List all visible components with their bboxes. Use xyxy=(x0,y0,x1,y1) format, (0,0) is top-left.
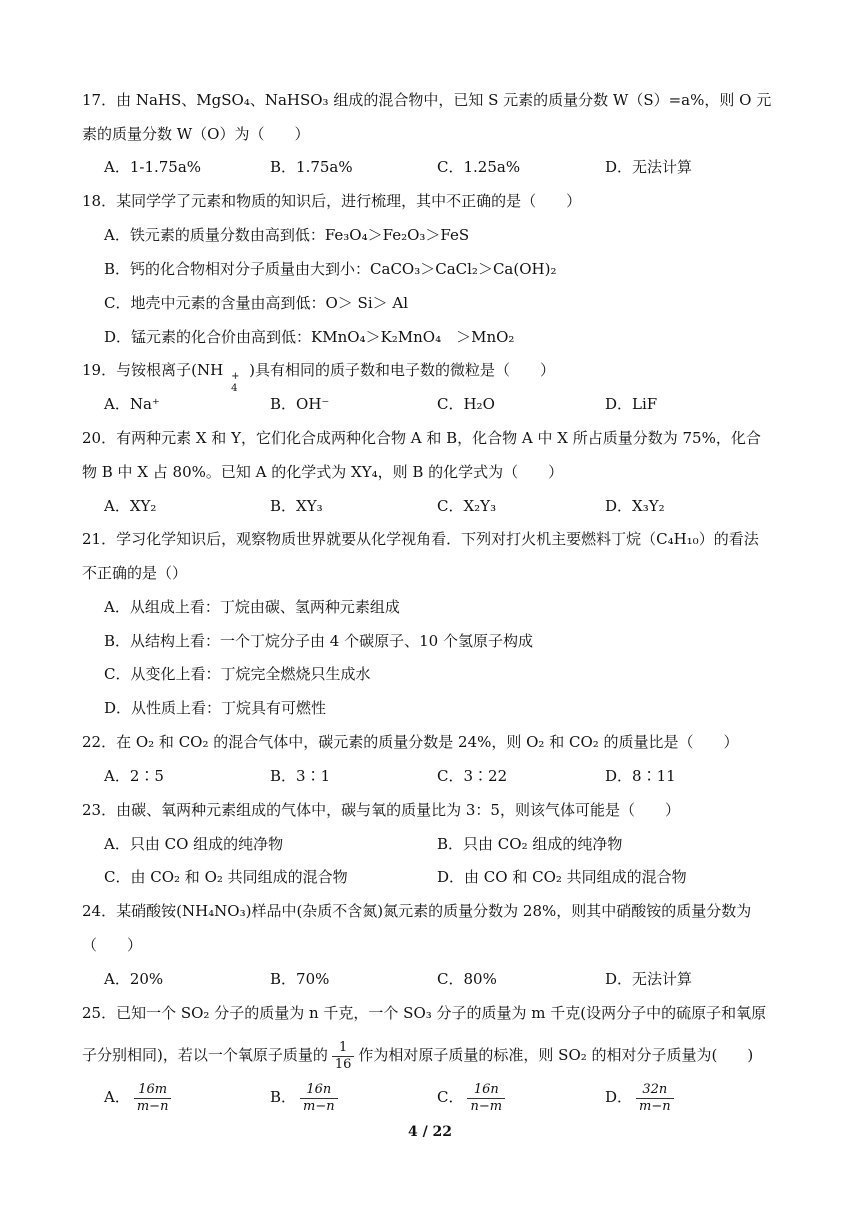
q20-option-a: A．XY₂ xyxy=(104,497,157,515)
q23-stem: 23．由碳、氧两种元素组成的气体中，碳与氧的质量比为 3：5，则该气体可能是（ ） xyxy=(82,801,680,819)
q25-option-a-fraction xyxy=(134,1082,172,1115)
q23-option-d: D．由 CO 和 CO₂ 共同组成的混合物 xyxy=(437,868,687,886)
q22-option-a: A．2∶5 xyxy=(104,767,164,785)
q25-option-a-den: m−n xyxy=(136,1098,169,1114)
q17-stem-line1: 17．由 NaHS、MgSO₄、NaHSO₃ 组成的混合物中，已知 S 元素的质量分数 W（S）=a%，则 O 元 xyxy=(82,91,772,109)
fraction-denominator: 16 xyxy=(334,1056,352,1072)
q25-option-d-fraction xyxy=(636,1082,674,1115)
q25-option-b-label: B． xyxy=(270,1088,297,1106)
q21-option-d: D．从性质上看：丁烷具有可燃性 xyxy=(104,699,327,717)
q21-option-a: A．从组成上看：丁烷由碳、氢两种元素组成 xyxy=(104,598,400,616)
q25-option-a-num: 16m xyxy=(134,1082,172,1099)
q19-stem-pre: 19．与铵根离子(NH xyxy=(82,361,224,379)
q20-stem-line2: 物 B 中 X 占 80%。已知 A 的化学式为 XY₄，则 B 的化学式为（ ） xyxy=(82,463,564,481)
q21-stem-line2: 不正确的是（） xyxy=(82,564,188,582)
q25-option-d-label: D． xyxy=(605,1088,633,1106)
q24-option-c: C．80% xyxy=(437,970,497,988)
q25-option-b-den: m−n xyxy=(303,1098,335,1114)
q25-option-a xyxy=(104,1078,175,1116)
q20-option-d: D．X₃Y₂ xyxy=(605,497,665,515)
q25-stem-line2 xyxy=(82,1036,753,1074)
q21-option-c: C．从变化上看：丁烷完全燃烧只生成水 xyxy=(104,665,371,683)
q25-option-c-num: 16n xyxy=(467,1082,505,1099)
q25-stem-pre: 子分别相同)，若以一个氧原子质量的 xyxy=(82,1046,328,1064)
q19-stem-post: )具有相同的质子数和电子数的微粒是（ ） xyxy=(249,361,556,379)
q17-option-b: B．1.75a% xyxy=(270,158,353,176)
q18-option-d: D．锰元素的化合价由高到低：KMnO₄＞K₂MnO₄ ＞MnO₂ xyxy=(104,328,515,346)
q25-stem-line1: 25．已知一个 SO₂ 分子的质量为 n 千克，一个 SO₃ 分子的质量为 m 千克(设两分子中的硫原子和氧原 xyxy=(82,1004,767,1022)
q25-option-b xyxy=(270,1078,342,1116)
q20-option-b: B．XY₃ xyxy=(270,497,323,515)
q24-option-a: A．20% xyxy=(104,970,164,988)
q17-option-c: C．1.25a% xyxy=(437,158,521,176)
q17-option-d: D．无法计算 xyxy=(605,158,693,176)
q18-option-a: A．铁元素的质量分数由高到低：Fe₃O₄＞Fe₂O₃＞FeS xyxy=(104,226,470,244)
one-sixteenth-fraction xyxy=(332,1040,355,1073)
q25-option-c-fraction xyxy=(467,1082,505,1115)
q22-option-c: C．3∶22 xyxy=(437,767,508,785)
q21-option-b: B．从结构上看：一个丁烷分子由 4 个碳原子、10 个氢原子构成 xyxy=(104,632,533,650)
ammonium-subscript: 4 xyxy=(231,383,238,394)
q23-option-a: A．只由 CO 组成的纯净物 xyxy=(104,835,284,853)
q19-option-b: B．OH⁻ xyxy=(270,395,330,413)
q24-stem-line2: （ ） xyxy=(82,936,143,954)
q24-stem-line1: 24．某硝酸铵(NH₄NO₃)样品中(杂质不含氮)氮元素的质量分数为 28%，则其中硝酸铵的质量分数为 xyxy=(82,902,752,920)
q23-option-c: C．由 CO₂ 和 O₂ 共同组成的混合物 xyxy=(104,868,348,886)
q25-option-a-label: A． xyxy=(104,1088,130,1106)
q19-stem xyxy=(82,360,556,394)
q25-option-c xyxy=(437,1078,509,1116)
q22-option-b: B．3∶1 xyxy=(270,767,331,785)
q21-stem-line1: 21．学习化学知识后，观察物质世界就要从化学视角看．下列对打火机主要燃料丁烷（C₄H₁₀）的看法 xyxy=(82,530,759,548)
q19-option-d: D．LiF xyxy=(605,395,658,413)
q24-option-b: B．70% xyxy=(270,970,330,988)
q19-option-c: C．H₂O xyxy=(437,395,495,413)
fraction-numerator: 1 xyxy=(332,1040,355,1057)
q18-stem: 18．某同学学了元素和物质的知识后，进行梳理，其中不正确的是（ ） xyxy=(82,192,582,210)
q25-option-b-num: 16n xyxy=(300,1082,338,1099)
q25-option-d-num: 32n xyxy=(636,1082,674,1099)
q25-option-b-fraction xyxy=(300,1082,338,1115)
page-number: 4 / 22 xyxy=(407,1124,453,1140)
q17-stem-line2: 素的质量分数 W（O）为（ ） xyxy=(82,125,310,143)
ammonium-charge: + xyxy=(231,371,240,382)
q18-option-c: C．地壳中元素的含量由高到低：O＞ Si＞ Al xyxy=(104,294,409,312)
q25-option-c-label: C． xyxy=(437,1088,464,1106)
q22-option-d: D．8∶11 xyxy=(605,767,676,785)
q18-option-b: B．钙的化合物相对分子质量由大到小：CaCO₃＞CaCl₂＞Ca(OH)₂ xyxy=(104,260,557,278)
q25-option-c-den: n−m xyxy=(470,1098,503,1114)
q25-stem-post: 作为相对原子质量的标准，则 SO₂ 的相对分子质量为( ) xyxy=(358,1046,754,1064)
q24-option-d: D．无法计算 xyxy=(605,970,693,988)
q22-stem: 22．在 O₂ 和 CO₂ 的混合气体中，碳元素的质量分数是 24%，则 O₂ 和 CO₂ 的质量比是（ ） xyxy=(82,733,739,751)
q17-option-a: A．1-1.75a% xyxy=(104,158,202,176)
q25-option-d xyxy=(605,1078,678,1116)
q23-option-b: B．只由 CO₂ 组成的纯净物 xyxy=(437,835,623,853)
q20-option-c: C．X₂Y₃ xyxy=(437,497,497,515)
q19-option-a: A．Na⁺ xyxy=(104,395,160,413)
q20-stem-line1: 20．有两种元素 X 和 Y，它们化合成两种化合物 A 和 B，化合物 A 中 X 所占质量分数为 75%，化合 xyxy=(82,429,761,447)
q25-option-d-den: m−n xyxy=(639,1098,671,1114)
